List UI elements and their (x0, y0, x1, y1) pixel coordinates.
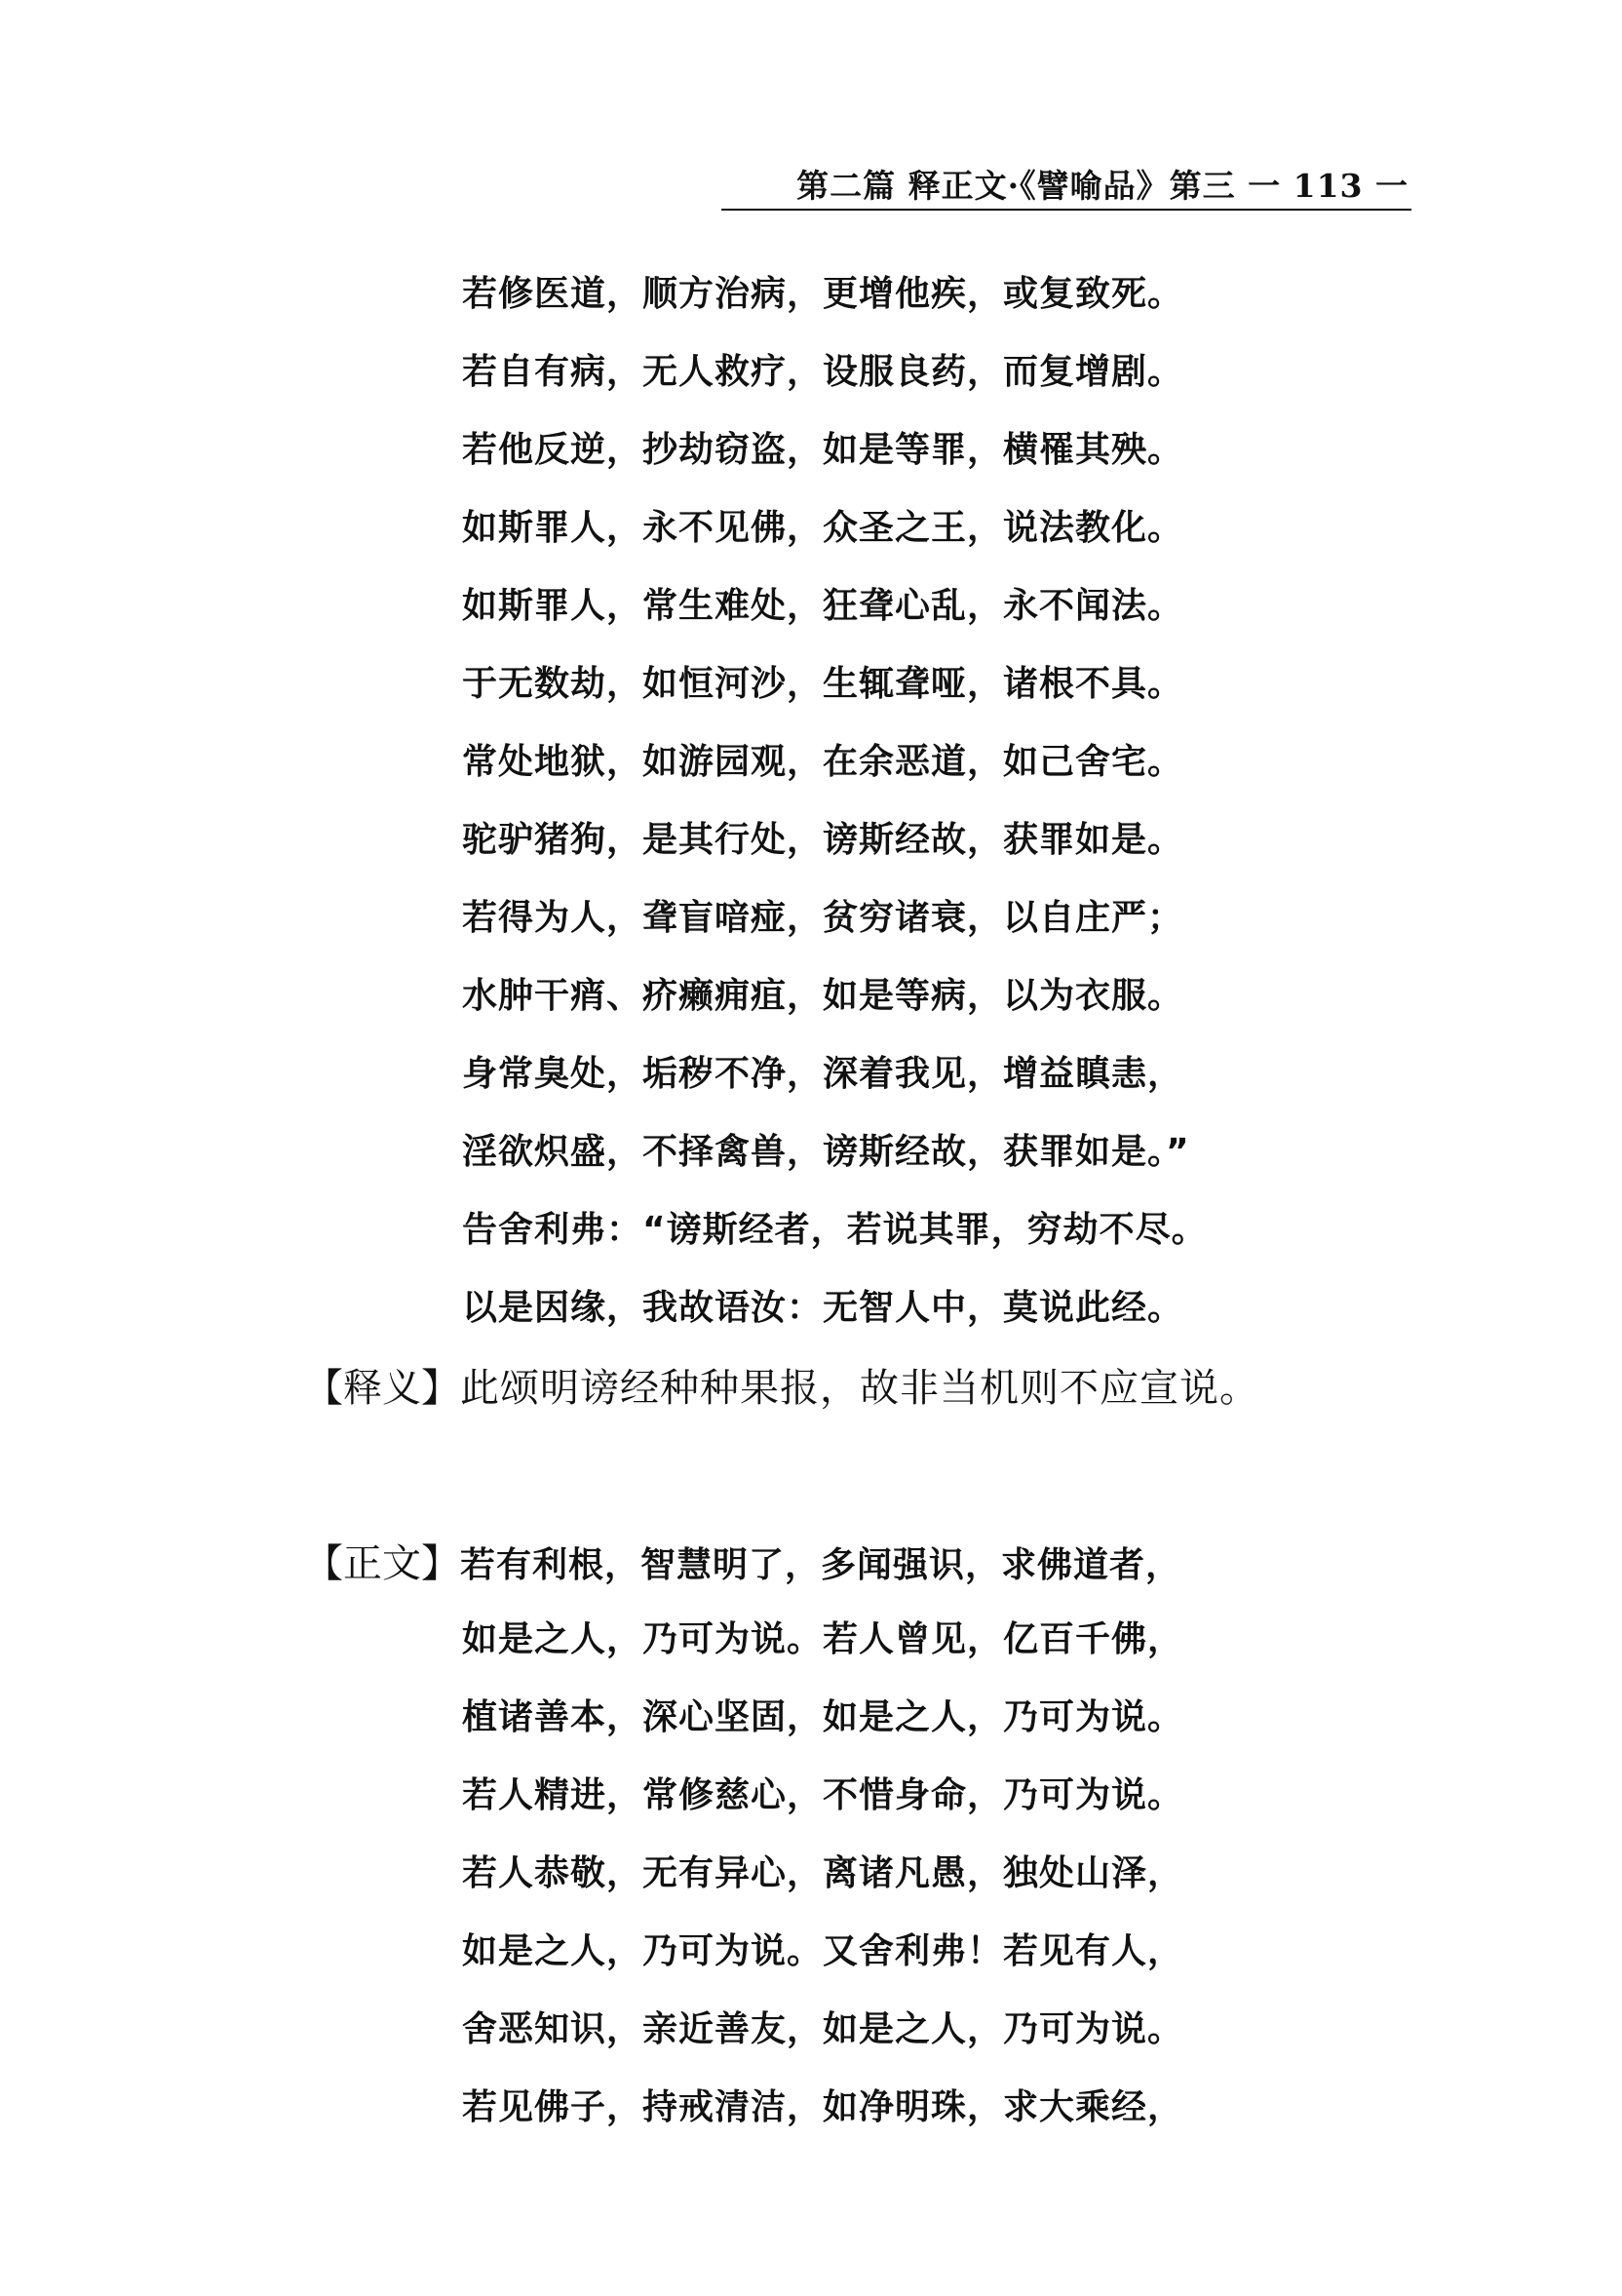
zhengwen-paragraph (304, 1538, 1181, 1598)
header-rule (721, 209, 1411, 211)
verse-line: 身常臭处，垢秽不净，深着我见，增益瞋恚， (462, 1054, 1184, 1094)
verse-line: 告舍利弗：“谤斯经者，若说其罪，穷劫不尽。 (462, 1210, 1208, 1250)
verse-line: 以是因缘，我故语汝：无智人中，莫说此经。 (462, 1288, 1184, 1328)
verse-line: 于无数劫，如恒河沙，生辄聋哑，诸根不具。 (462, 664, 1184, 704)
verse-line: 若修医道，顺方治病，更增他疾，或复致死。 (462, 274, 1184, 314)
verse-line: 若见佛子，持戒清洁，如净明珠，求大乘经， (462, 2087, 1184, 2127)
zhengwen-first-line: 若有利根，智慧明了，多闻强识，求佛道者， (460, 1545, 1182, 1585)
verse-line: 若得为人，聋盲喑痖，贫穷诸衰，以自庄严； (462, 898, 1184, 938)
running-header: 第二篇 释正文·《譬喻品》第三 一 113 一 (796, 167, 1409, 205)
verse-line: 如斯罪人，永不见佛，众圣之王，说法教化。 (462, 508, 1184, 548)
verse-line: 常处地狱，如游园观，在余恶道，如己舍宅。 (462, 742, 1184, 782)
verse-line: 驼驴猪狗，是其行处，谤斯经故，获罪如是。 (462, 820, 1184, 860)
verse-line: 如斯罪人，常生难处，狂聋心乱，永不闻法。 (462, 586, 1184, 626)
shiyi-tag: 【释义】 (304, 1366, 460, 1411)
verse-line: 若人精进，常修慈心，不惜身命，乃可为说。 (462, 1775, 1184, 1815)
verse-line: 若人恭敬，无有异心，离诸凡愚，独处山泽， (462, 1853, 1184, 1893)
verse-line: 若他反逆，抄劫窃盗，如是等罪，横罹其殃。 (462, 430, 1184, 470)
verse-line: 舍恶知识，亲近善友，如是之人，乃可为说。 (462, 2009, 1184, 2049)
verse-line: 若自有病，无人救疗，设服良药，而复增剧。 (462, 352, 1184, 392)
verse-line: 如是之人，乃可为说。又舍利弗！若见有人， (462, 1931, 1184, 1971)
shiyi-text: 此颂明谤经种种果报，故非当机则不应宣说。 (460, 1366, 1259, 1411)
verse-line: 淫欲炽盛，不择禽兽，谤斯经故，获罪如是。” (462, 1132, 1190, 1172)
shiyi-paragraph (304, 1363, 1259, 1422)
verse-line: 如是之人，乃可为说。若人曾见，亿百千佛， (462, 1619, 1184, 1659)
verse-line: 植诸善本，深心坚固，如是之人，乃可为说。 (462, 1697, 1184, 1737)
verse-line: 水肿干痟、疥癞痈疽，如是等病，以为衣服。 (462, 976, 1184, 1016)
zhengwen-tag: 【正文】 (304, 1541, 460, 1586)
